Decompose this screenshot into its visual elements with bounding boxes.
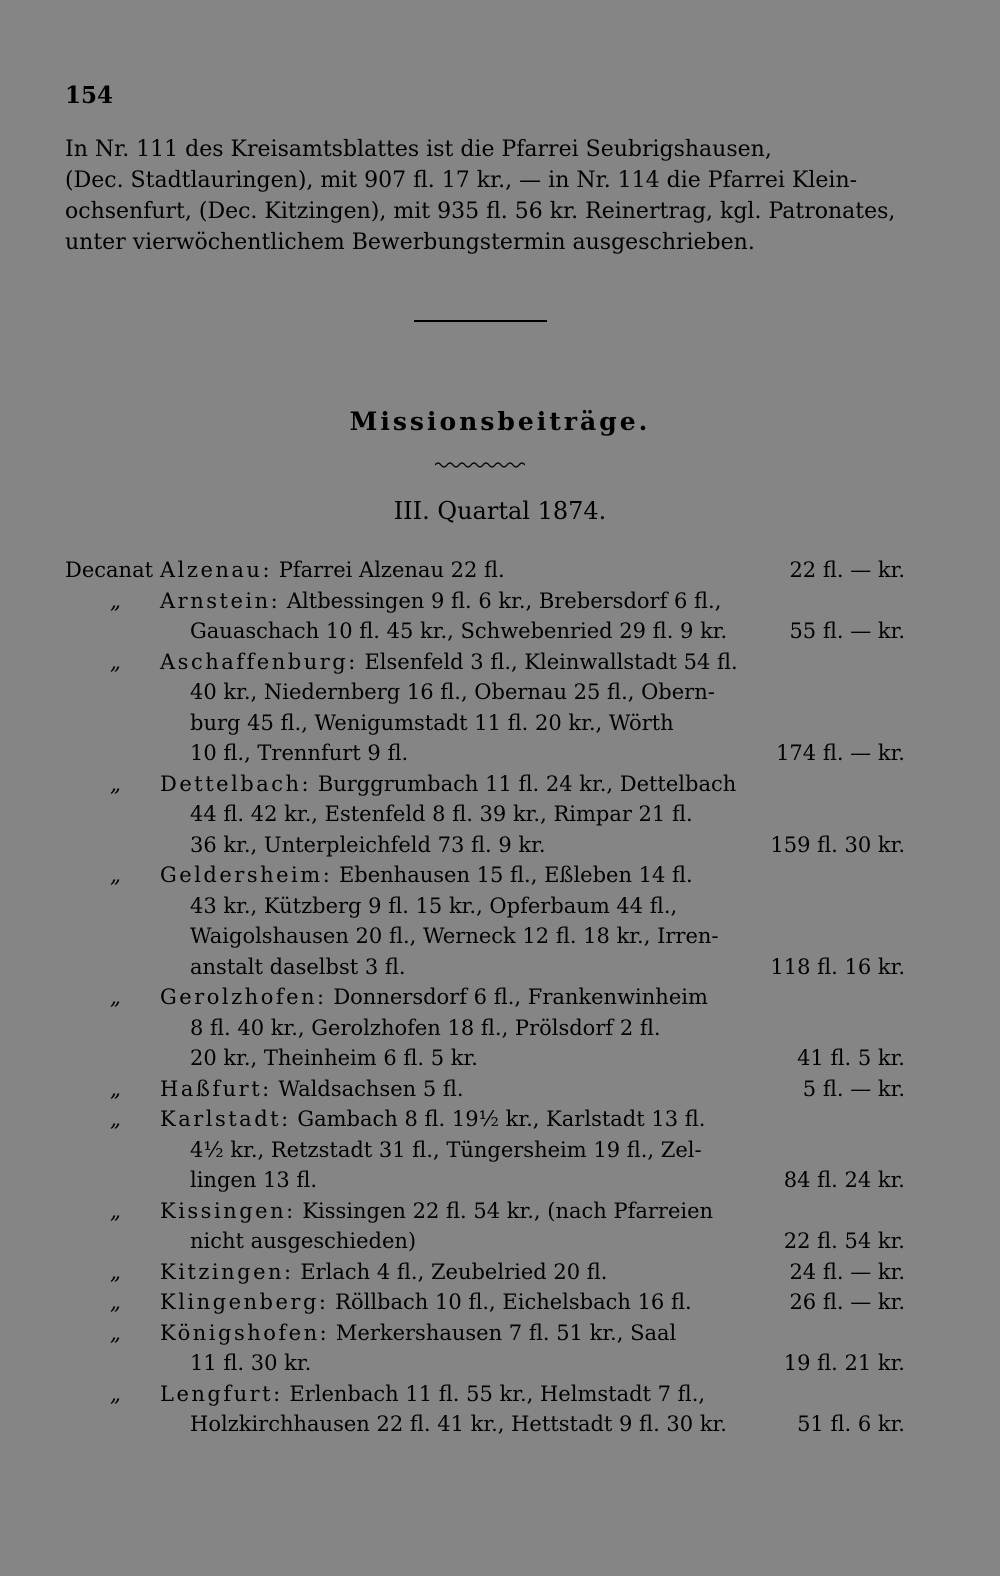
entry-line: [160, 616, 755, 647]
entry-body: [160, 1287, 905, 1318]
parish-list: 40 kr., Niedernberg 16 fl., Obernau 25 fl., Obern-: [190, 680, 715, 704]
parish-list: Röllbach 10 fl., Eichelsbach 16 fl.: [335, 1290, 692, 1314]
ornament-squiggle: [435, 460, 525, 470]
entry-line: [160, 1104, 755, 1135]
parish-list: 8 fl. 40 kr., Gerolzhofen 18 fl., Prölsdorf 2 fl.: [190, 1015, 661, 1040]
entry-body: [160, 982, 905, 1074]
entry-line: [160, 647, 755, 678]
list-item: [65, 1318, 905, 1379]
deanery-name: Kissingen:: [160, 1198, 296, 1223]
parish-list: Erlach 4 fl., Zeubelried 20 fl.: [300, 1259, 608, 1284]
ditto-mark: „: [110, 985, 121, 1009]
ditto-mark: „: [110, 863, 121, 887]
deanery-name: Dettelbach:: [160, 771, 312, 796]
intro-paragraph: [65, 134, 897, 258]
entry-amount: 5 fl. — kr.: [802, 1076, 905, 1101]
intro-line: unter vierwöchentlichem Bewerbungstermin ausgeschrieben.: [65, 230, 755, 255]
parish-list: Holzkirchhausen 22 fl. 41 kr., Hettstadt 9 fl. 30 kr.: [190, 1412, 727, 1436]
entry-line: [160, 1409, 755, 1440]
list-item: [65, 1287, 905, 1318]
entry-line: [160, 1074, 755, 1105]
entry-line: [160, 860, 755, 891]
entry-amount: 118 fl. 16 kr.: [770, 954, 905, 979]
entry-body: [160, 647, 905, 769]
entry-line: [160, 1135, 755, 1166]
list-item: [65, 586, 905, 647]
entry-line: [160, 586, 755, 617]
list-item: [65, 1074, 905, 1105]
entry-amount: 51 fl. 6 kr.: [797, 1412, 905, 1436]
parish-list: 43 kr., Kützberg 9 fl. 15 kr., Opferbaum 44 fl.,: [190, 893, 678, 918]
entry-line: [160, 799, 755, 830]
entry-line: [160, 982, 755, 1013]
entry-body: [160, 586, 905, 647]
ditto-mark: „: [110, 771, 121, 796]
parish-list: 44 fl. 42 kr., Estenfeld 8 fl. 39 kr., Rimpar 21 fl.: [190, 802, 693, 826]
entry-body: [160, 1257, 905, 1288]
entry-line: [160, 830, 755, 861]
entry-line: [160, 1318, 755, 1349]
intro-line: In Nr. 111 des Kreisamtsblattes ist die Pfarrei Seubrigshausen,: [65, 137, 772, 162]
intro-line: ochsenfurt, (Dec. Kitzingen), mit 935 fl. 56 kr. Reinertrag, kgl. Patronates,: [65, 199, 896, 224]
ditto-mark: „: [110, 1320, 121, 1345]
deanery-name: Kitzingen:: [160, 1259, 294, 1284]
ditto-mark: „: [110, 1259, 121, 1284]
section-heading: Missionsbeiträge.: [349, 407, 651, 436]
entry-line: [160, 738, 755, 769]
entry-body: [160, 860, 905, 982]
deanery-name: Aschaffenburg:: [160, 649, 358, 674]
deanery-name: Alzenau:: [160, 558, 273, 582]
parish-list: Gauaschach 10 fl. 45 kr., Schwebenried 29 fl. 9 kr.: [190, 619, 728, 643]
entry-amount: 22 fl. 54 kr.: [783, 1229, 905, 1253]
entry-body: [160, 1379, 905, 1440]
parish-list: Burggrumbach 11 fl. 24 kr., Dettelbach: [317, 771, 737, 796]
parish-list: 20 kr., Theinheim 6 fl. 5 kr.: [190, 1046, 478, 1070]
entry-line: [160, 1379, 755, 1410]
parish-list: nicht ausgeschieden): [190, 1229, 417, 1253]
quarter-heading: III. Quartal 1874.: [393, 497, 607, 525]
entry-amount: 41 fl. 5 kr.: [797, 1046, 905, 1070]
entry-line: [160, 1013, 755, 1044]
entry-amount: 174 fl. — kr.: [776, 741, 905, 765]
deanery-name: Klingenberg:: [160, 1290, 329, 1314]
deanery-name: Haßfurt:: [160, 1076, 272, 1101]
entry-amount: 19 fl. 21 kr.: [783, 1351, 905, 1375]
entry-body: [160, 1196, 905, 1257]
entry-line: [160, 921, 755, 952]
ditto-mark: „: [110, 1076, 121, 1101]
ditto-mark: „: [110, 588, 121, 613]
parish-list: Erlenbach 11 fl. 55 kr., Helmstadt 7 fl.,: [289, 1381, 706, 1406]
parish-list: Kissingen 22 fl. 54 kr., (nach Pfarreien: [302, 1198, 714, 1223]
parish-list: Gambach 8 fl. 19½ kr., Karlstadt 13 fl.: [297, 1107, 706, 1131]
parish-list: Elsenfeld 3 fl., Kleinwallstadt 54 fl.: [364, 649, 738, 674]
parish-list: Waigolshausen 20 fl., Werneck 12 fl. 18 kr., Irren-: [190, 924, 719, 948]
entry-line: [160, 1165, 755, 1196]
entry-amount: 22 fl. — kr.: [789, 558, 905, 582]
entry-line: [160, 555, 755, 586]
list-item: [65, 1196, 905, 1257]
parish-list: lingen 13 fl.: [190, 1168, 318, 1192]
entry-line: [160, 1226, 755, 1257]
entry-line: [160, 1196, 755, 1227]
deanery-name: Geldersheim:: [160, 863, 333, 887]
list-item: [65, 769, 905, 861]
section-divider: [414, 320, 547, 322]
parish-list: burg 45 fl., Wenigumstadt 11 fl. 20 kr., Wörth: [190, 710, 674, 735]
entry-line: [160, 1043, 755, 1074]
ditto-mark: „: [110, 1381, 121, 1406]
ditto-mark: „: [110, 1107, 121, 1131]
list-item: [65, 1257, 905, 1288]
entry-line: [160, 891, 755, 922]
parish-list: anstalt daselbst 3 fl.: [190, 954, 406, 979]
page-number: 154: [65, 82, 114, 109]
parish-list: Ebenhausen 15 fl., Eßleben 14 fl.: [338, 863, 693, 887]
entry-body: [160, 555, 905, 586]
parish-list: 10 fl., Trennfurt 9 fl.: [190, 741, 409, 765]
entry-line: [160, 952, 755, 983]
parish-list: Donnersdorf 6 fl., Frankenwinheim: [333, 985, 708, 1009]
parish-list: Merkershausen 7 fl. 51 kr., Saal: [335, 1320, 677, 1345]
entry-line: [160, 1287, 755, 1318]
entry-body: [160, 769, 905, 861]
deanery-name: Gerolzhofen:: [160, 985, 327, 1009]
entry-amount: 26 fl. — kr.: [789, 1290, 905, 1314]
entry-amount: 84 fl. 24 kr.: [783, 1168, 905, 1192]
ditto-mark: „: [110, 1198, 121, 1223]
entry-line: [160, 769, 755, 800]
entry-line: [160, 677, 755, 708]
parish-list: 4½ kr., Retzstadt 31 fl., Tüngersheim 19 fl., Zel-: [190, 1137, 702, 1162]
deanery-name: Lengfurt:: [160, 1381, 283, 1406]
entry-amount: 159 fl. 30 kr.: [770, 832, 905, 857]
entry-amount: 24 fl. — kr.: [789, 1259, 905, 1284]
list-item: [65, 1104, 905, 1196]
entry-body: [160, 1104, 905, 1196]
parish-list: 36 kr., Unterpleichfeld 73 fl. 9 kr.: [190, 832, 546, 857]
parish-list: Altbessingen 9 fl. 6 kr., Brebersdorf 6 fl.,: [286, 588, 722, 613]
entry-label: Decanat: [65, 558, 154, 582]
deanery-name: Arnstein:: [160, 588, 281, 613]
entry-body: [160, 1318, 905, 1379]
deanery-name: Karlstadt:: [160, 1107, 291, 1131]
entry-body: [160, 1074, 905, 1105]
entry-amount: 55 fl. — kr.: [789, 619, 905, 643]
list-item: [65, 860, 905, 982]
ditto-mark: „: [110, 1290, 121, 1314]
parish-list: 11 fl. 30 kr.: [190, 1351, 312, 1375]
list-item: [65, 555, 905, 586]
intro-line: (Dec. Stadtlauringen), mit 907 fl. 17 kr., — in Nr. 114 die Pfarrei Klein-: [65, 168, 858, 193]
ditto-mark: „: [110, 649, 121, 674]
contribution-list: [65, 555, 905, 1440]
entry-line: [160, 1257, 755, 1288]
list-item: [65, 647, 905, 769]
list-item: [65, 1379, 905, 1440]
entry-line: [160, 1348, 755, 1379]
parish-list: Pfarrei Alzenau 22 fl.: [278, 558, 505, 582]
deanery-name: Königshofen:: [160, 1320, 330, 1345]
entry-line: [160, 708, 755, 739]
list-item: [65, 982, 905, 1074]
parish-list: Waldsachsen 5 fl.: [278, 1076, 464, 1101]
